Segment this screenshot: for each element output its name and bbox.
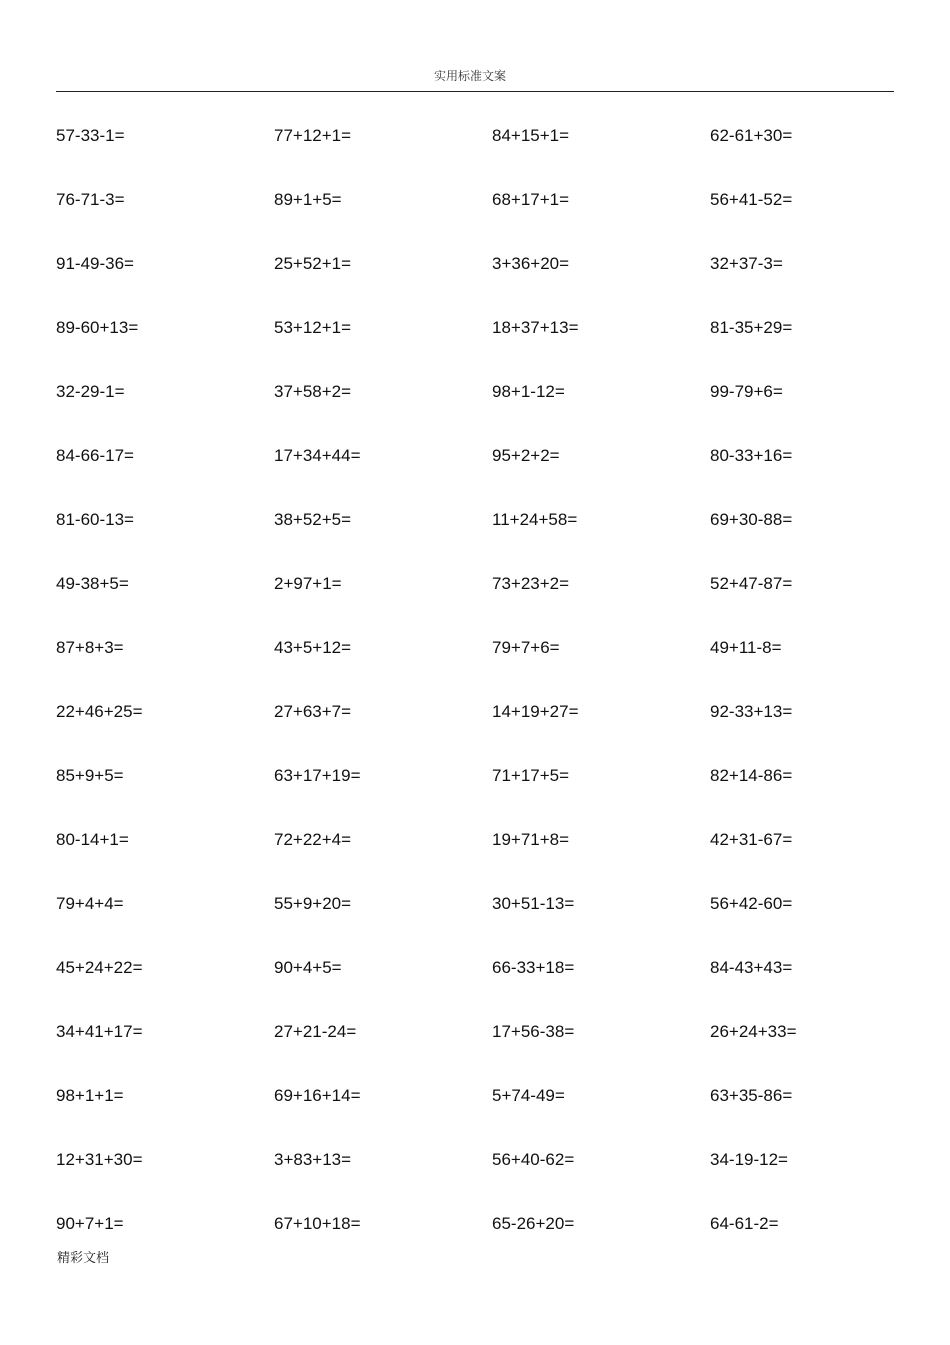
problem-row xyxy=(56,312,936,376)
math-problem: 32+37-3= xyxy=(710,254,783,273)
math-problem: 95+2+2= xyxy=(492,446,560,465)
math-problem: 32-29-1= xyxy=(56,382,125,401)
math-problem: 80-33+16= xyxy=(710,446,793,465)
math-problem: 89+1+5= xyxy=(274,190,342,209)
math-problem: 37+58+2= xyxy=(274,382,352,401)
math-problem: 12+31+30= xyxy=(56,1150,143,1169)
math-problem: 45+24+22= xyxy=(56,958,143,977)
problem-row xyxy=(56,888,936,952)
problem-row xyxy=(56,824,936,888)
math-problem: 98+1+1= xyxy=(56,1086,124,1105)
math-problem: 49+11-8= xyxy=(710,638,782,657)
problem-row xyxy=(56,120,936,184)
math-problem: 17+56-38= xyxy=(492,1022,575,1041)
math-problem: 66-33+18= xyxy=(492,958,575,977)
math-problem: 73+23+2= xyxy=(492,574,570,593)
math-problem: 91-49-36= xyxy=(56,254,134,273)
header-divider xyxy=(56,91,894,92)
problem-grid xyxy=(56,120,936,1272)
problem-row xyxy=(56,568,936,632)
math-problem: 55+9+20= xyxy=(274,894,352,913)
math-problem: 62-61+30= xyxy=(710,126,793,145)
math-problem: 38+52+5= xyxy=(274,510,352,529)
math-problem: 82+14-86= xyxy=(710,766,793,785)
math-problem: 84-43+43= xyxy=(710,958,793,977)
math-problem: 63+17+19= xyxy=(274,766,361,785)
math-problem: 81-60-13= xyxy=(56,510,134,529)
problem-row xyxy=(56,1144,936,1208)
math-problem: 72+22+4= xyxy=(274,830,352,849)
math-problem: 26+24+33= xyxy=(710,1022,797,1041)
math-problem: 11+24+58= xyxy=(492,510,578,529)
math-problem: 22+46+25= xyxy=(56,702,143,721)
math-problem: 2+97+1= xyxy=(274,574,342,593)
math-problem: 68+17+1= xyxy=(492,190,570,209)
math-problem: 69+30-88= xyxy=(710,510,793,529)
math-problem: 84-66-17= xyxy=(56,446,134,465)
problem-row xyxy=(56,1208,936,1272)
math-problem: 89-60+13= xyxy=(56,318,139,337)
math-problem: 79+4+4= xyxy=(56,894,124,913)
math-problem: 3+83+13= xyxy=(274,1150,352,1169)
problem-row xyxy=(56,1016,936,1080)
problem-row xyxy=(56,632,936,696)
math-problem: 90+7+1= xyxy=(56,1214,124,1233)
math-problem: 69+16+14= xyxy=(274,1086,361,1105)
problem-row xyxy=(56,376,936,440)
math-problem: 18+37+13= xyxy=(492,318,579,337)
math-problem: 27+21-24= xyxy=(274,1022,357,1041)
math-problem: 77+12+1= xyxy=(274,126,352,145)
math-problem: 57-33-1= xyxy=(56,126,125,145)
math-problem: 42+31-67= xyxy=(710,830,793,849)
footer-text: 精彩文档 xyxy=(57,1251,110,1266)
math-problem: 43+5+12= xyxy=(274,638,352,657)
math-problem: 14+19+27= xyxy=(492,702,579,721)
math-problem: 81-35+29= xyxy=(710,318,793,337)
math-problem: 63+35-86= xyxy=(710,1086,793,1105)
math-problem: 80-14+1= xyxy=(56,830,129,849)
math-problem: 34-19-12= xyxy=(710,1150,788,1169)
math-problem: 5+74-49= xyxy=(492,1086,565,1105)
math-problem: 19+71+8= xyxy=(492,830,570,849)
math-problem: 65-26+20= xyxy=(492,1214,575,1233)
problem-row xyxy=(56,504,936,568)
math-problem: 49-38+5= xyxy=(56,574,129,593)
problem-row xyxy=(56,440,936,504)
problem-row xyxy=(56,696,936,760)
math-problem: 76-71-3= xyxy=(56,190,125,209)
math-problem: 99-79+6= xyxy=(710,382,783,401)
math-problem: 25+52+1= xyxy=(274,254,352,273)
math-problem: 56+40-62= xyxy=(492,1150,575,1169)
problem-row xyxy=(56,760,936,824)
problem-row xyxy=(56,1080,936,1144)
math-problem: 79+7+6= xyxy=(492,638,560,657)
math-problem: 87+8+3= xyxy=(56,638,124,657)
math-problem: 56+42-60= xyxy=(710,894,793,913)
math-problem: 98+1-12= xyxy=(492,382,565,401)
math-problem: 85+9+5= xyxy=(56,766,124,785)
header-title: 实用标准文案 xyxy=(433,69,506,83)
math-problem: 17+34+44= xyxy=(274,446,361,465)
math-problem: 92-33+13= xyxy=(710,702,793,721)
math-problem: 84+15+1= xyxy=(492,126,570,145)
math-problem: 52+47-87= xyxy=(710,574,793,593)
math-problem: 3+36+20= xyxy=(492,254,570,273)
problem-row xyxy=(56,248,936,312)
math-problem: 56+41-52= xyxy=(710,190,793,209)
math-problem: 71+17+5= xyxy=(492,766,570,785)
math-problem: 67+10+18= xyxy=(274,1214,361,1233)
math-problem: 64-61-2= xyxy=(710,1214,779,1233)
math-problem: 30+51-13= xyxy=(492,894,575,913)
math-problem: 27+63+7= xyxy=(274,702,352,721)
math-problem: 34+41+17= xyxy=(56,1022,143,1041)
problem-row xyxy=(56,952,936,1016)
math-problem: 53+12+1= xyxy=(274,318,352,337)
math-problem: 90+4+5= xyxy=(274,958,342,977)
problem-row xyxy=(56,184,936,248)
